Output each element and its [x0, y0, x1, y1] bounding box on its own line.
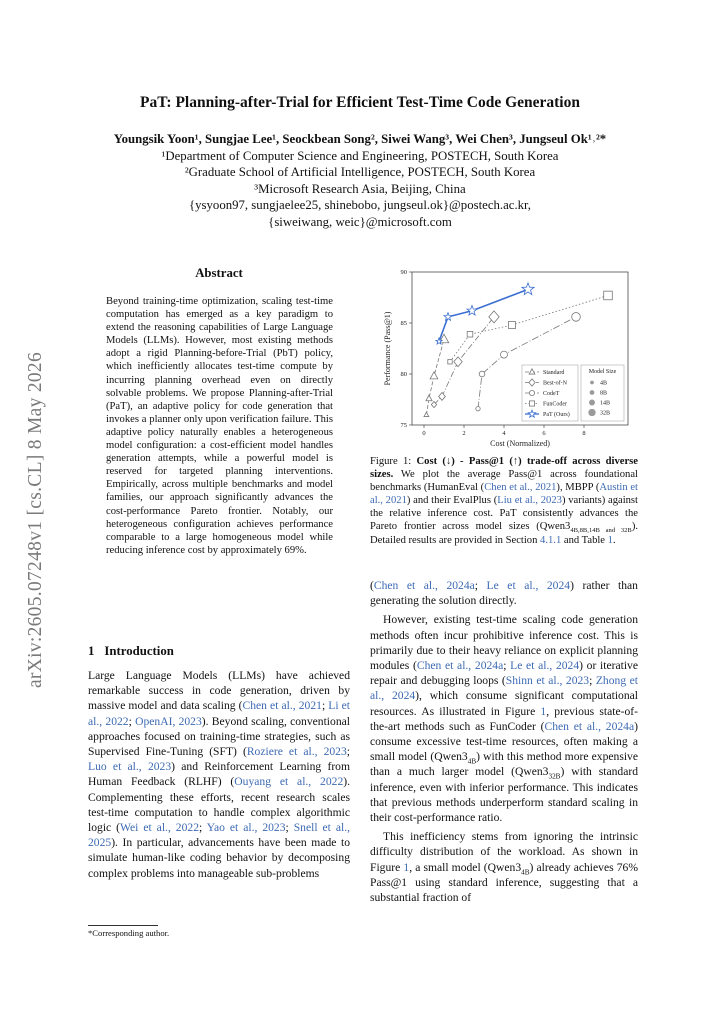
data-point-funcoder [509, 322, 516, 329]
citation[interactable]: Roziere et al., 2023 [246, 745, 347, 759]
affiliation-3: ³Microsoft Research Asia, Beijing, China [254, 181, 466, 196]
paragraph-inefficiency [370, 829, 638, 905]
size-legend-label: 8B [600, 390, 608, 397]
figure-1-caption [370, 455, 638, 547]
text-run: and Table [561, 534, 608, 546]
data-point-standard [430, 372, 438, 379]
footnote: *Corresponding author. [88, 928, 170, 938]
citation[interactable]: Austin et al., 2021 [370, 482, 638, 507]
right-column-text [370, 578, 638, 905]
x-axis-label: Cost (Normalized) [490, 439, 550, 448]
data-point-pat-ours [522, 283, 534, 295]
citation[interactable]: Chen et al., 2021 [242, 699, 322, 713]
data-point-funcoder [448, 360, 452, 364]
x-tick-label: 4 [502, 430, 506, 437]
data-point-codet [476, 406, 480, 410]
legend-label: CodeT [543, 391, 560, 398]
text-run: ) with standard inference, even with inferior performance. This indicates that previous methods underperform standard scaling in their cost-performance ratio. [370, 765, 639, 825]
series-line-funcoder [450, 295, 608, 361]
data-point-best-of-n [454, 357, 462, 367]
text-run: ) and their EvalPlus ( [406, 495, 498, 507]
data-point-standard [424, 412, 429, 416]
intro-paragraph [88, 668, 350, 881]
cost-pass-chart [370, 262, 638, 452]
legend-label: Best-of-N [543, 380, 567, 387]
size-legend-dot [590, 390, 595, 395]
section-heading-introduction [88, 644, 174, 659]
data-point-best-of-n [439, 393, 446, 401]
data-point-funcoder [467, 331, 473, 337]
text-run: ) variants) against the relative inference cost. PaT consistently advances the Pareto frontier across model sizes (Qwen3 [370, 495, 639, 533]
legend-label: Standard [543, 370, 565, 377]
text-run: ; [503, 659, 511, 673]
size-legend-label: 14B [600, 400, 611, 407]
footnote-rule [88, 925, 158, 926]
text-run: ; [128, 714, 136, 728]
citation[interactable]: Yao et al., 2023 [206, 821, 286, 835]
y-tick-label: 80 [400, 371, 407, 379]
data-point-codet [572, 313, 581, 322]
text-run: We plot the average Pass@1 across foundational benchmarks (HumanEval ( [370, 469, 638, 494]
data-point-funcoder [604, 291, 613, 300]
text-run: ), MBPP ( [556, 482, 600, 494]
text-run: ) consume excessive test-time resources, often making a small model (Qwen3 [370, 719, 638, 764]
y-tick-label: 75 [400, 422, 407, 430]
subscript: 4B [521, 867, 530, 876]
text-run: , previous state-of-the-art methods such as FunCoder ( [370, 704, 638, 733]
text-run: ) and Reinforcement Learning from Human Feedback (RLHF) ( [88, 760, 350, 789]
figure-1-chart [370, 262, 638, 452]
affiliation-2: ²Graduate School of Artificial Intelligence, POSTECH, South Korea [184, 165, 536, 179]
x-tick-label: 6 [542, 430, 546, 437]
text-run: , a small model (Qwen3 [409, 860, 522, 874]
text-run: Large Language Models (LLMs) have achieved remarkable success in code generation, driven by massive model and data scaling ( [88, 669, 350, 713]
text-run: This inefficiency stems from ignoring the intrinsic difficulty distribution of the workload. As shown in Figure [370, 830, 638, 874]
abstract-text: Beyond training-time optimization, scaling test-time computation has emerged as a key paradigm to extend the reasoning capabilities of Large Language Models (LLMs). However, most existing methods adopt a rigid Planning-before-Trial (PbT) policy, which inefficiently allocates test-time compute by incurring planning overhead even on directly solvable problems. We propose Planning-after-Trial (PaT), an adaptive policy for code generation that invokes a planner only upon verification failure. This adaptive policy naturally enables a heterogeneous model configuration: a cost-efficient model handles generation attempts, while a powerful model is reserved for targeted planning interventions. Empirically, across multiple benchmarks and model families, our approach significantly advances the cost-performance Pareto frontier. Notably, our heterogeneous configuration achieves performance comparable to a large homogeneous model while reducing inference cost by approximately 69%. [106, 296, 333, 556]
text-run: However, existing test-time scaling code generation methods often incur prohibitive inference cost. This is primarily due to their heavy reliance on explicit planning modules ( [370, 613, 638, 673]
legend-marker-square [529, 401, 534, 406]
text-run: ) already achieves 76% Pass@1 using standard inference, suggesting that a substantial fraction of [370, 860, 638, 905]
citation[interactable]: Luo et al., 2023 [88, 760, 172, 774]
data-point-codet [501, 351, 508, 358]
x-tick-label: 8 [582, 430, 586, 437]
author-names: Youngsik Yoon¹, Sungjae Lee¹, Seockbean Song², Siwei Wang³, Wei Chen³, Jungseul Ok¹˒²* [113, 132, 607, 146]
data-point-codet [479, 371, 485, 377]
arxiv-id: arXiv:2605.07248v1 [cs.CL] 8 May 2026 [25, 351, 46, 689]
text-run: . [612, 534, 616, 546]
text-run: ; [346, 745, 350, 759]
size-legend-dot [588, 409, 595, 416]
citation[interactable]: Chen et al., 2024a [416, 659, 504, 673]
size-legend-title: Model Size [588, 369, 617, 375]
citation[interactable]: Li et al., 2022 [88, 699, 351, 728]
text-run: ) rather than generating the solution directly. [370, 579, 638, 608]
citation[interactable]: 1 [403, 860, 410, 874]
citation[interactable]: Chen et al., 2024a [373, 579, 475, 592]
size-legend-label: 4B [600, 380, 608, 387]
text-run: Figure 1: [370, 456, 417, 467]
abstract-heading: Abstract [195, 266, 243, 280]
text-run: ; [199, 821, 207, 835]
y-axis-label: Performance (Pass@1) [383, 311, 392, 386]
author-block [40, 131, 680, 230]
x-tick-label: 0 [422, 430, 426, 437]
size-legend-dot [590, 381, 594, 385]
text-run: ( [370, 579, 374, 592]
text-run: ), which consume significant computational resources. As illustrated in Figure [370, 689, 638, 718]
text-run: ; [474, 579, 487, 592]
text-run: ; [589, 674, 596, 688]
text-run: ). Beyond scaling, conventional approaches focused on training-time strategies, such as Supervised Fine-Tuning (SFT) ( [88, 714, 350, 759]
affiliation-1: ¹Department of Computer Science and Engineering, POSTECH, South Korea [161, 148, 559, 163]
citation[interactable]: Le et al., 2024 [510, 659, 580, 673]
citation[interactable]: 1 [607, 534, 613, 546]
subscript: 4B,8B,14B and 32B [570, 527, 632, 535]
citation[interactable]: Wei et al., 2022 [120, 821, 199, 835]
caption-bold-title: Cost (↓) - Pass@1 (↑) trade-off across diverse sizes. [370, 456, 638, 481]
section-number: 1 [88, 644, 95, 658]
paragraph-continuation [370, 578, 638, 608]
citation[interactable]: Zhong et al., 2024 [370, 674, 638, 703]
text-run: ; [285, 821, 294, 835]
email-line-1: {ysyoon97, sungjaelee25, shinebobo, jungseul.ok}@postech.ac.kr, [189, 198, 531, 212]
citation[interactable]: Liu et al., 2023 [497, 495, 562, 507]
size-legend-label: 32B [600, 410, 611, 417]
email-line-2: {siweiwang, weic}@microsoft.com [268, 214, 452, 229]
citation[interactable]: Chen et al., 2021 [484, 482, 557, 494]
text-run: ) or iterative repair and debugging loops ( [370, 659, 639, 688]
citation[interactable]: 1 [540, 704, 547, 718]
legend-marker-circle [529, 390, 534, 395]
legend-label: PaT (Ours) [543, 412, 570, 419]
citation[interactable]: Snell et al., 2025 [88, 821, 351, 850]
subscript: 32B [548, 772, 561, 781]
text-run: ). Complementing these efforts, recent research scales test-time computation to handle complex algorithmic logic ( [88, 775, 351, 835]
text-run: ; [321, 699, 329, 713]
citation[interactable]: OpenAI, 2023 [135, 714, 202, 728]
paragraph-inference-cost [370, 612, 638, 825]
y-tick-label: 85 [400, 320, 407, 328]
x-tick-label: 2 [462, 430, 466, 437]
size-legend-dot [589, 400, 595, 406]
text-run: ) with this method more expensive than a much larger model (Qwen3 [370, 750, 639, 779]
citation[interactable]: 4.1.1 [540, 534, 562, 546]
subscript: 4B [467, 757, 477, 766]
paper-title: PaT: Planning-after-Trial for Efficient Test-Time Code Generation [140, 94, 580, 111]
text-run: ). In particular, advancements have been made to simulate human-like coding behavior by decomposing complex problems into manageable sub-problems [88, 836, 350, 880]
citation[interactable]: Le et al., 2024 [486, 579, 571, 592]
text-run: ). Detailed results are provided in Section [370, 521, 639, 546]
data-point-pat-ours [467, 306, 477, 316]
y-tick-label: 90 [400, 269, 407, 277]
legend-label: FunCoder [543, 401, 567, 408]
citation[interactable]: Ouyang et al., 2022 [234, 775, 344, 789]
citation[interactable]: Chen et al., 2024a [544, 719, 635, 733]
section-title: Introduction [104, 644, 174, 658]
data-point-standard [426, 395, 432, 401]
citation[interactable]: Shinn et al., 2023 [505, 674, 590, 688]
